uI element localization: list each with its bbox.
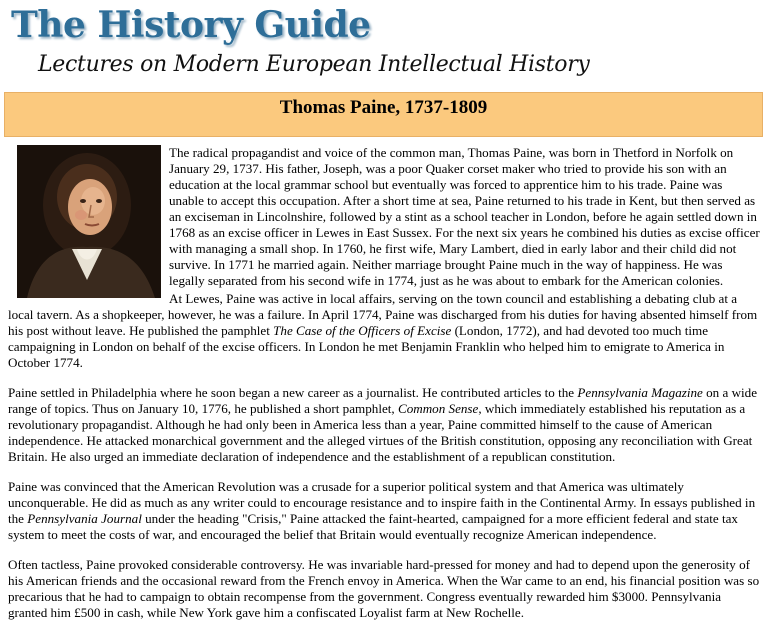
paragraph-2-text-a: At Lewes, Paine was active in local affairs, serving on the town council and establishing a debating club at a local tavern. As a shopkeeper, however, he was a failure. In April 1774, Paine was discharged from his duties for having absented himself from his post without leave. He published the pamphlet: [8, 291, 758, 338]
portrait-image: [17, 145, 161, 298]
page-title: Thomas Paine, 1737-1809: [279, 96, 488, 118]
journal-title: Pennsylvania Journal: [27, 511, 142, 526]
paragraph-3-text-c: , which immediately established his reputation as a revolutionary propagandist. Although he had only been in America less than a year, Paine committed himself to the cause of American independence. He attacked monarchical government and the alleged virtues of the British constitution, opposing any reconciliation with Great Britain. He also urged an immediate declaration of independence and the establishment of a republican constitution.: [8, 401, 753, 464]
article-body: [8, 145, 760, 635]
page-title-bar: [4, 92, 763, 137]
portrait-painting: [17, 145, 161, 298]
site-subtitle: Lectures on Modern European Intellectual History: [38, 52, 590, 77]
paragraph-3-text-a: Paine settled in Philadelphia where he soon began a new career as a journalist. He contributed articles to the: [8, 385, 578, 400]
paragraph-3: [8, 385, 760, 465]
site-logo-title: The History Guide: [11, 4, 371, 46]
paragraph-3-text-b: on a wide range of topics. Thus on January 10, 1776, he published a short pamphlet,: [8, 385, 758, 416]
pamphlet-title-common-sense: Common Sense: [397, 401, 479, 416]
paragraph-5: Often tactless, Paine provoked considerable controversy. He was invariable hard-pressed for money and had to depend upon the generosity of his American friends and the occasional reward from the French envoy in America. When the War came to an end, his financial position was so precarious that he had to campaign to obtain recompense from the government. Congress eventually rewarded him $3000. Pennsylvania granted him £500 in cash, while New York gave him a confiscated Loyalist farm at New Rochelle.: [8, 557, 760, 620]
pamphlet-title-excise: The Case of the Officers of Excise: [273, 323, 452, 338]
paragraph-1: The radical propagandist and voice of the common man, Thomas Paine, was born in Thetford in Norfolk on January 29, 1737. His father, Joseph, was a poor Quaker corset maker who tried to provide his son with an education at the local grammar school but eventually was forced to apprentice him to his trade. Paine was unable to accept this occupation. After a short time at sea, Paine returned to his trade in Kent, but then served as an exciseman in Lincolnshire, followed by a stint as a school teacher in London, before he again settled down in 1768 as an excise officer in Lewes in East Sussex. For the next six years he combined his duties as excise officer with managing a small shop. In 1760, he first wife, Mary Lambert, died in early labor and their child did not survive. In 1771 he married again. Neither marriage brought Paine much in the way of happiness. He was legally separated from his second wife in 1774, just as he was about to embark for the American colonies.: [169, 145, 760, 288]
paragraph-4-text-a: Paine was convinced that the American Revolution was a crusade for a superior political system and that America was ultimately unconquerable. He did as much as any writer could to encourage resistance and to inspire faith in the Continental Army. In essays published in the: [8, 479, 756, 526]
magazine-title: Pennsylvania Magazine: [577, 385, 703, 400]
paragraph-2: [8, 291, 760, 371]
paragraph-4: [8, 479, 760, 543]
paragraph-4-text-b: under the heading "Crisis," Paine attacked the faint-hearted, campaigned for a more efficient federal and state tax system to meet the costs of war, and encouraged the belief that Britain would eventually recognize American independence.: [8, 511, 738, 542]
paragraph-2-text-b: (London, 1772), and had devoted too much time campaigning in London on behalf of the excise officers. In London he met Benjamin Franklin who helped him to emigrate to America in October 1774.: [8, 323, 725, 370]
